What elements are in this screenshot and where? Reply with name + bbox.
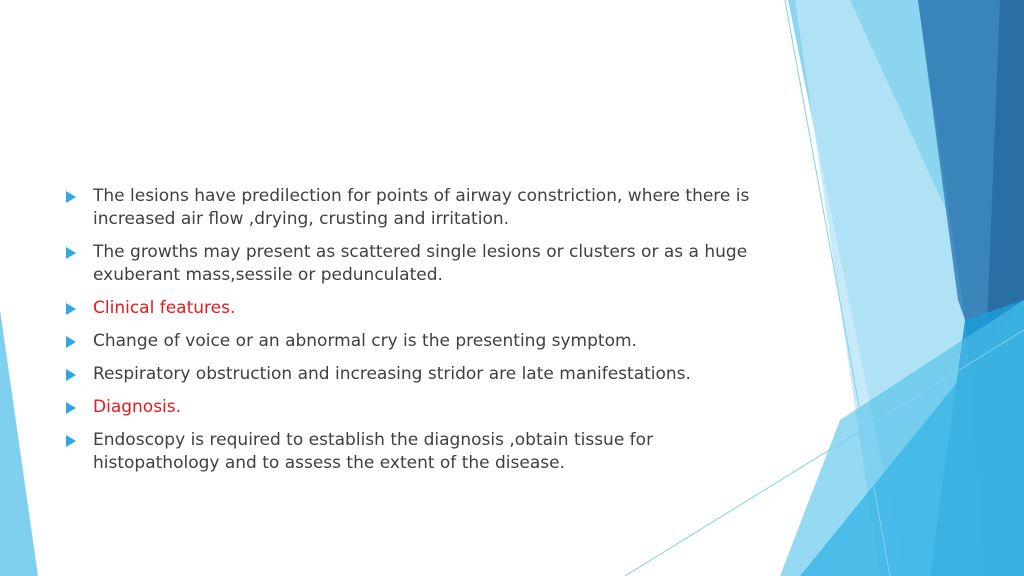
- bullet-text: Change of voice or an abnormal cry is the presenting symptom.: [93, 331, 637, 351]
- bullet-text: Endoscopy is required to establish the diagnosis ,obtain tissue for histopathology and to assess the extent of the disease.: [93, 430, 654, 473]
- bullet-text: The lesions have predilection for points of airway constriction, where there is increased air flow ,drying, crusting and irritation.: [93, 186, 750, 229]
- bullet-item: [64, 363, 784, 386]
- bullet-list: [64, 185, 784, 485]
- section-heading: Clinical features.: [93, 298, 236, 318]
- bullet-triangle-icon: [66, 191, 76, 203]
- bullet-text: Respiratory obstruction and increasing stridor are late manifestations.: [93, 364, 691, 384]
- bullet-triangle-icon: [66, 435, 76, 447]
- bullet-item: [64, 241, 784, 287]
- bullet-item: [64, 297, 784, 320]
- section-heading: Diagnosis.: [93, 397, 182, 417]
- bullet-triangle-icon: [66, 247, 76, 259]
- bullet-item: [64, 396, 784, 419]
- bullet-triangle-icon: [66, 336, 76, 348]
- bullet-text: The growths may present as scattered single lesions or clusters or as a huge exuberant mass,sessile or pedunculated.: [93, 242, 748, 285]
- bullet-item: [64, 185, 784, 231]
- bullet-triangle-icon: [66, 402, 76, 414]
- bullet-triangle-icon: [66, 303, 76, 315]
- bullet-item: [64, 330, 784, 353]
- bullet-triangle-icon: [66, 369, 76, 381]
- bullet-item: [64, 429, 784, 475]
- decor-left-sliver: [0, 310, 38, 576]
